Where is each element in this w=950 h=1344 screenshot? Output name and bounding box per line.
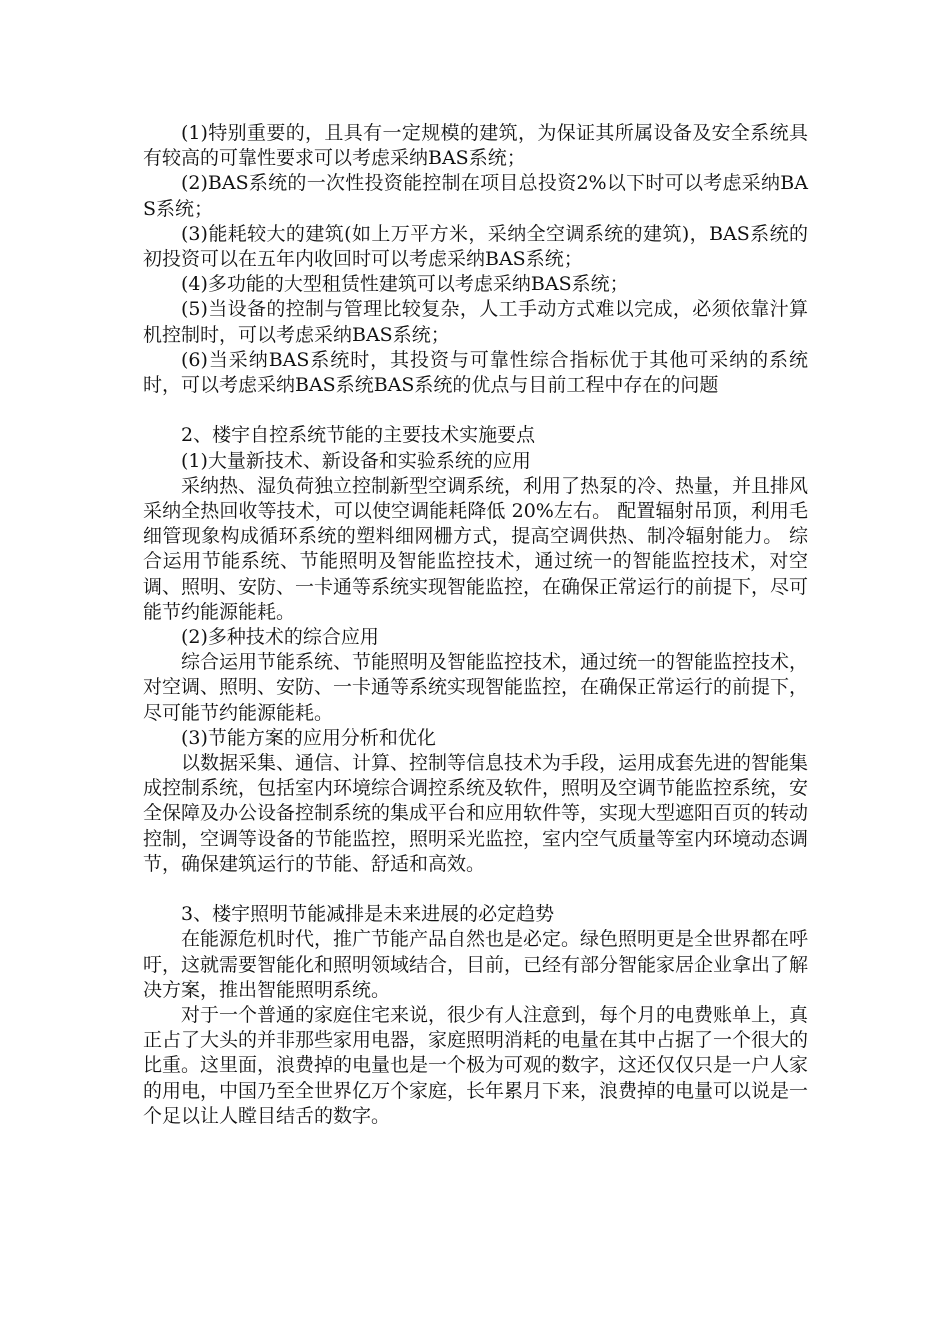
paragraph-2-3-body: 以数据采集、通信、计算、控制等信息技术为手段，运用成套先进的智能集成控制系统，包括室内环境综合调控系统及软件，照明及空调节能监控系统，安全保障及办公设备控制系统的集成平台和应用软件等，实现大型遮阳百页的转动控制，空调等设备的节能监控，照明采光监控，室内空气质量等室内环境动态调节，确保建筑运行的节能、舒适和高效。 [143, 752, 809, 875]
paragraph-criterion-1: (1)特别重要的，且具有一定规模的建筑，为保证其所属设备及安全系统具有较高的可靠性要求可以考虑采纳BAS系统； [143, 122, 808, 170]
section-heading-3: 3、楼宇照明节能减排是未来进展的必定趋势 [181, 903, 555, 926]
paragraph-criterion-6: (6)当采纳BAS系统时，其投资与可靠性综合指标优于其他可采纳的系统时，可以考虑采纳BAS系统BAS系统的优点与目前工程中存在的问题 [143, 348, 808, 397]
subsection-heading-2-2: (2)多种技术的综合应用 [181, 626, 379, 649]
paragraph-criterion-5: (5)当设备的控制与管理比较复杂，人工手动方式难以完成，必须依靠汁算机控制时，可以考虑采纳BAS系统； [143, 298, 808, 346]
paragraph-2-2-body: 综合运用节能系统、节能照明及智能监控技术，通过统一的智能监控技术，对空调、照明、安防、一卡通等系统实现智能监控，在确保正常运行的前提下，尽可能节约能源能耗。 [143, 651, 809, 724]
paragraph-criterion-3: (3)能耗较大的建筑(如上万平方米，采纳全空调系统的建筑)，BAS系统的初投资可以在五年内收回时可以考虑采纳BAS系统； [143, 222, 808, 271]
blank-line [143, 877, 808, 902]
section-heading-2: 2、楼宇自控系统节能的主要技术实施要点 [181, 424, 536, 447]
paragraph-criterion-4: (4)多功能的大型租赁性建筑可以考虑采纳BAS系统； [181, 273, 629, 296]
paragraph-3-body-1: 在能源危机时代，推广节能产品自然也是必定。绿色照明更是全世界都在呼吁，这就需要智能化和照明领域结合，目前，已经有部分智能家居企业拿出了解决方案，推出智能照明系统。 [143, 928, 809, 1001]
paragraph-3-body-2: 对于一个普通的家庭住宅来说，很少有人注意到，每个月的电费账单上，真正占了大头的并非那些家用电器，家庭照明消耗的电量在其中占据了一个很大的比重。这里面，浪费掉的电量也是一个极为可观的数字，这还仅仅只是一户人家的用电，中国乃至全世界亿万个家庭，长年累月下来，浪费掉的电量可以说是一个足以让人瞠目结舌的数字。 [143, 1004, 809, 1127]
paragraph-criterion-2: (2)BAS系统的一次性投资能控制在项目总投资2%以下时可以考虑采纳BAS系统； [143, 172, 808, 220]
subsection-heading-2-3: (3)节能方案的应用分析和优化 [181, 726, 436, 749]
subsection-heading-2-1: (1)大量新技术、新设备和实验系统的应用 [181, 449, 531, 472]
paragraph-2-1-body: 采纳热、湿负荷独立控制新型空调系统，利用了热泵的冷、热量，并且排风采纳全热回收等技术，可以使空调能耗降低 20%左右。 配置辐射吊顶，利用毛细管现象构成循环系统的塑料细网栅方式，提高空调供热、制冷辐射能力。 综合运用节能系统、节能照明及智能监控技术，通过统一的智能监控技术，对空调、照明、安防、一卡通等系统实现智能监控，在确保正常运行的前提下，尽可能节约能源能耗。 [143, 474, 809, 623]
document-page [143, 121, 808, 1129]
blank-line [143, 398, 808, 423]
